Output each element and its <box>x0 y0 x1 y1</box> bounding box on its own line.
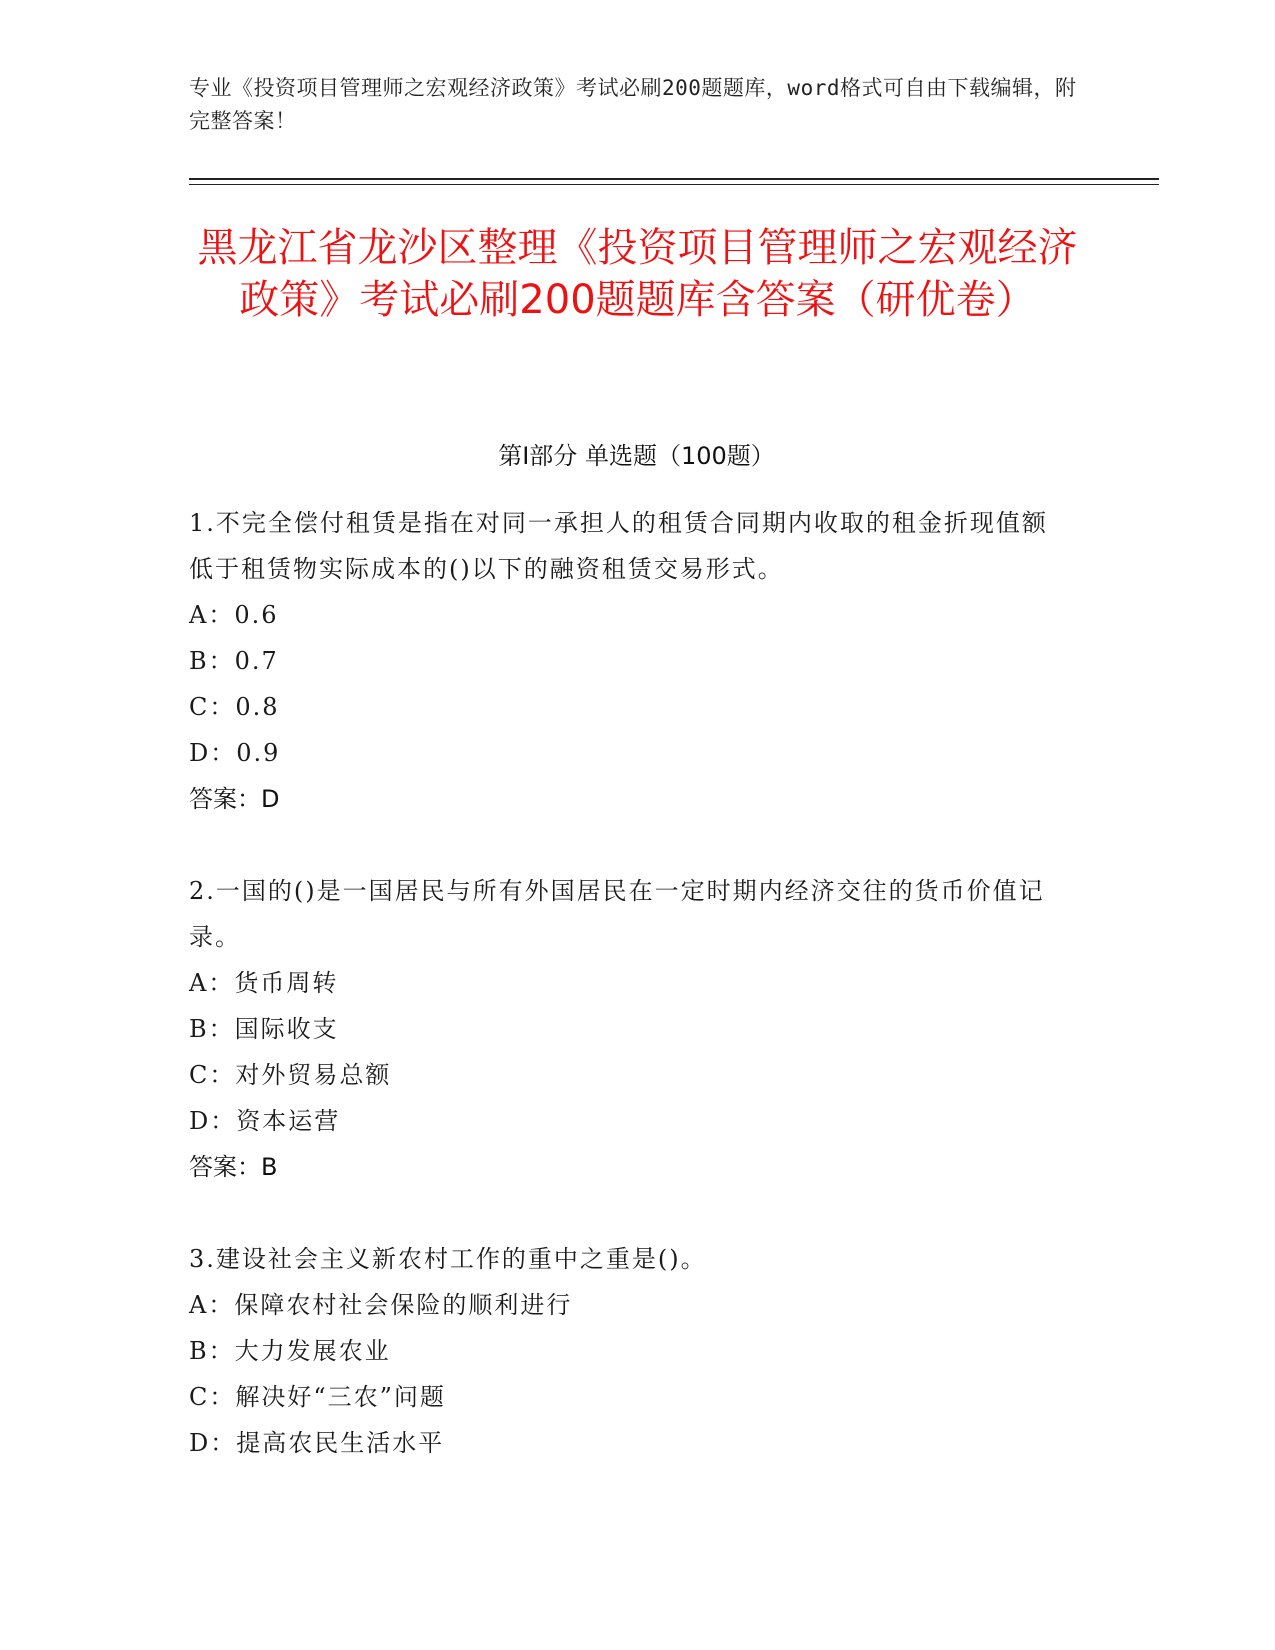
option-a: A：保障农村社会保险的顺利进行 <box>189 1291 573 1319</box>
question-stem: 3.建设社会主义新农村工作的重中之重是()。 <box>189 1245 707 1273</box>
question-3 <box>189 1236 1069 1466</box>
option-d: D：资本运营 <box>189 1107 341 1135</box>
header-divider-thin <box>189 184 1159 185</box>
option-c: C：0.8 <box>189 693 280 721</box>
option-a: A：0.6 <box>189 601 279 629</box>
option-c: C：解决好“三农”问题 <box>189 1383 446 1411</box>
answer: 答案：D <box>189 785 280 813</box>
document-title: 黑龙江省龙沙区整理《投资项目管理师之宏观经济政策》考试必刷200题题库含答案（研优卷） <box>197 225 1078 323</box>
option-b: B：大力发展农业 <box>189 1337 391 1365</box>
section-title: 第Ⅰ部分 单选题（100题） <box>498 442 775 470</box>
question-2 <box>189 868 1069 1190</box>
header-divider-thick <box>189 178 1159 180</box>
answer: 答案：B <box>189 1153 278 1181</box>
option-d: D：提高农民生活水平 <box>189 1429 445 1457</box>
option-b: B：国际收支 <box>189 1015 339 1043</box>
question-stem: 1.不完全偿付租赁是指在对同一承担人的租赁合同期内收取的租金折现值额低于租赁物实际成本的()以下的融资租赁交易形式。 <box>189 509 1048 583</box>
question-1 <box>189 500 1069 822</box>
option-c: C：对外贸易总额 <box>189 1061 392 1089</box>
question-stem: 2.一国的()是一国居民与所有外国居民在一定时期内经济交往的货币价值记录。 <box>189 877 1045 951</box>
option-a: A：货币周转 <box>189 969 339 997</box>
option-b: B：0.7 <box>189 647 279 675</box>
option-d: D：0.9 <box>189 739 281 767</box>
header-note: 专业《投资项目管理师之宏观经济政策》考试必刷200题题库，word格式可自由下载编辑，附完整答案！ <box>189 76 1077 133</box>
